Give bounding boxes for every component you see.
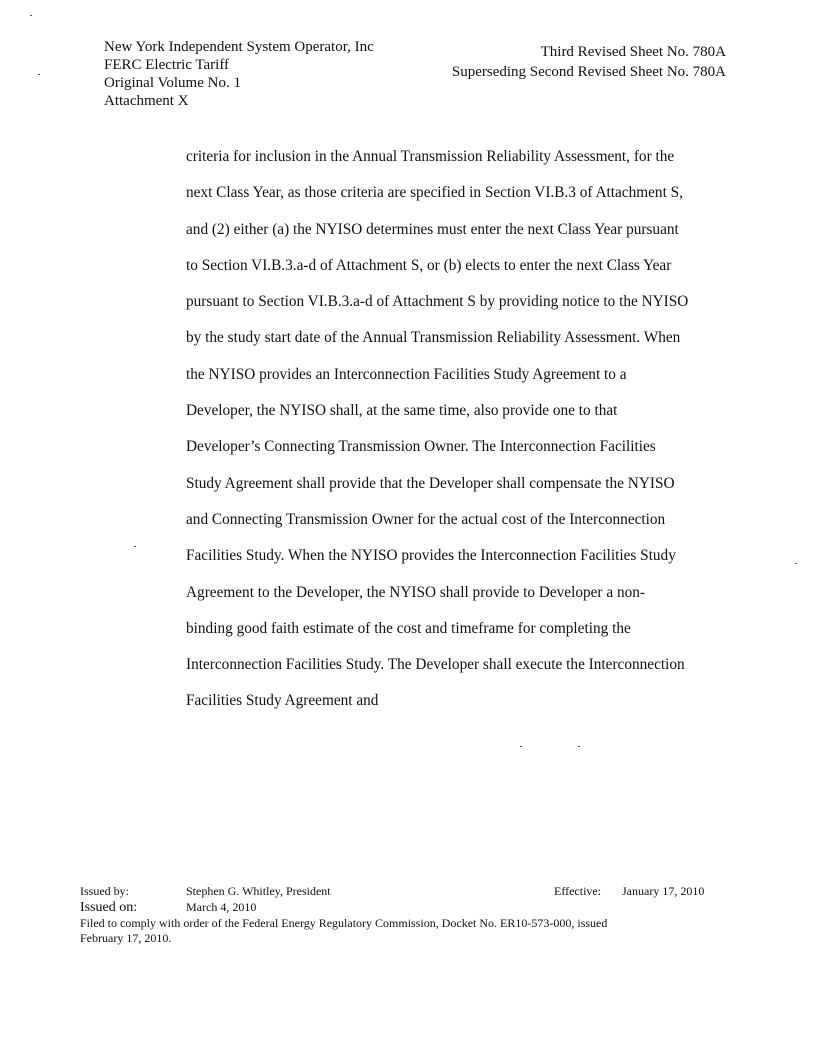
body-line: Developer’s Connecting Transmission Owner. The Interconnection Facilities <box>186 438 656 456</box>
body-line: Interconnection Facilities Study. The Developer shall execute the Interconnection <box>186 656 685 674</box>
organization-name: New York Independent System Operator, Inc <box>104 39 374 55</box>
body-text <box>186 145 746 726</box>
body-line: and (2) either (a) the NYISO determines must enter the next Class Year pursuant <box>186 220 679 238</box>
filed-note-line: February 17, 2010. <box>80 931 172 945</box>
sheet-number: Third Revised Sheet No. 780A <box>540 44 726 60</box>
body-line: Study Agreement shall provide that the Developer shall compensate the NYISO <box>186 474 675 492</box>
footer-block <box>80 884 740 946</box>
issued-by-row <box>80 884 740 900</box>
body-line: by the study start date of the Annual Transmission Reliability Assessment. When <box>186 329 681 347</box>
body-line: the NYISO provides an Interconnection Facilities Study Agreement to a <box>186 365 627 383</box>
scan-speck <box>38 74 40 75</box>
issued-on-label: Issued on: <box>80 900 138 915</box>
body-line: Facilities Study. When the NYISO provides the Interconnection Facilities Study <box>186 547 676 565</box>
body-line: Developer, the NYISO shall, at the same time, also provide one to that <box>186 402 618 420</box>
body-line: Agreement to the Developer, the NYISO shall provide to Developer a non- <box>186 583 646 601</box>
scan-speck <box>520 746 522 747</box>
issued-by-label: Issued by: <box>80 884 129 898</box>
scan-speck <box>578 746 580 747</box>
scan-speck <box>30 15 32 16</box>
body-line: pursuant to Section VI.B.3.a-d of Attachment S by providing notice to the NYISO <box>186 293 689 311</box>
effective-label: Effective: <box>554 884 602 898</box>
issued-on-value: March 4, 2010 <box>186 900 257 914</box>
body-line: Facilities Study Agreement and <box>186 692 379 710</box>
header-right-block <box>452 42 726 82</box>
attachment-label: Attachment X <box>104 93 189 109</box>
issued-on-row <box>80 900 740 916</box>
body-line: next Class Year, as those criteria are specified in Section VI.B.3 of Attachment S, <box>186 184 683 202</box>
issued-by-value: Stephen G. Whitley, President <box>186 884 331 898</box>
scan-speck <box>795 563 797 564</box>
body-line: to Section VI.B.3.a-d of Attachment S, or (b) elects to enter the next Class Year <box>186 256 672 274</box>
tariff-name: FERC Electric Tariff <box>104 57 230 73</box>
body-line: and Connecting Transmission Owner for the actual cost of the Interconnection <box>186 510 666 528</box>
scan-speck <box>134 546 136 547</box>
body-line: binding good faith estimate of the cost and timeframe for completing the <box>186 619 631 637</box>
volume-label: Original Volume No. 1 <box>104 75 241 91</box>
filed-note-line: Filed to comply with order of the Federal Energy Regulatory Commission, Docket No. ER10-573-000, issued <box>80 916 608 930</box>
effective-date: January 17, 2010 <box>622 884 705 898</box>
superseding-sheet: Superseding Second Revised Sheet No. 780A <box>451 64 726 80</box>
header-left-block <box>104 38 374 110</box>
body-line: criteria for inclusion in the Annual Transmission Reliability Assessment, for the <box>186 148 675 165</box>
